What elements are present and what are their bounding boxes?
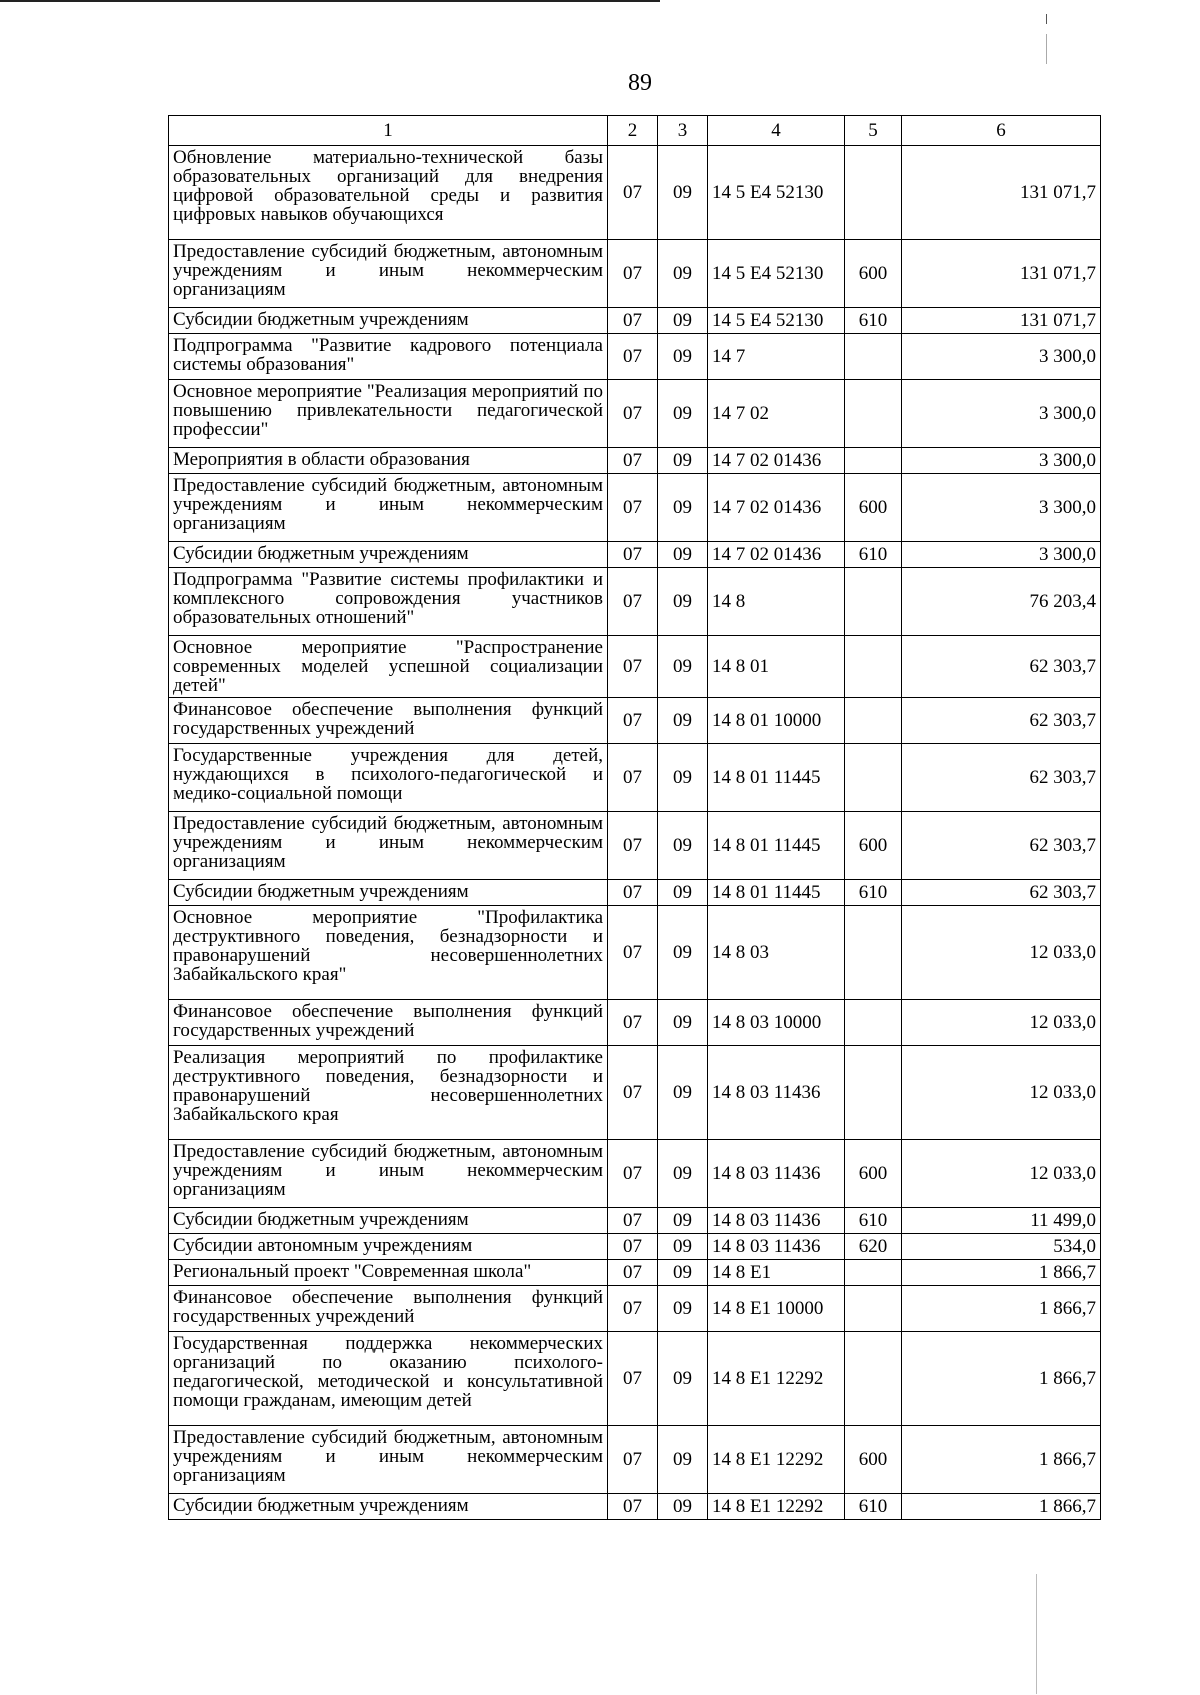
row-amount-cell: 62 303,7 [902, 812, 1101, 880]
row-expense-type-cell: 610 [845, 1208, 902, 1234]
row-section-cell: 07 [608, 146, 658, 240]
row-target-code-cell: 14 7 [708, 334, 845, 380]
row-section-cell: 07 [608, 1426, 658, 1494]
row-section-cell: 07 [608, 380, 658, 448]
row-amount-cell: 3 300,0 [902, 474, 1101, 542]
row-target-code-cell: 14 8 01 11445 [708, 744, 845, 812]
row-section-cell: 07 [608, 240, 658, 308]
row-subsection-cell: 09 [658, 1494, 708, 1520]
row-subsection-cell: 09 [658, 744, 708, 812]
row-amount-cell: 3 300,0 [902, 334, 1101, 380]
table-row [169, 334, 1101, 380]
row-name-cell: Субсидии бюджетным учреждениям [169, 542, 608, 568]
row-target-code-cell: 14 7 02 01436 [708, 542, 845, 568]
header-row [169, 116, 1101, 146]
row-name-cell: Региональный проект "Современная школа" [169, 1260, 608, 1286]
row-expense-type-cell: 610 [845, 308, 902, 334]
row-target-code-cell: 14 8 01 11445 [708, 880, 845, 906]
row-amount-cell: 3 300,0 [902, 380, 1101, 448]
row-expense-type-cell: 600 [845, 1140, 902, 1208]
row-name-cell: Субсидии бюджетным учреждениям [169, 1208, 608, 1234]
row-expense-type-cell [845, 698, 902, 744]
row-expense-type-cell [845, 1046, 902, 1140]
row-name-cell: Субсидии бюджетным учреждениям [169, 880, 608, 906]
row-expense-type-cell [845, 380, 902, 448]
row-amount-cell: 62 303,7 [902, 744, 1101, 812]
table-row [169, 1286, 1101, 1332]
table-row [169, 568, 1101, 636]
row-target-code-cell: 14 5 E4 52130 [708, 308, 845, 334]
row-expense-type-cell: 620 [845, 1234, 902, 1260]
row-section-cell: 07 [608, 1286, 658, 1332]
row-target-code-cell: 14 8 01 10000 [708, 698, 845, 744]
row-subsection-cell: 09 [658, 146, 708, 240]
row-section-cell: 07 [608, 334, 658, 380]
row-expense-type-cell [845, 146, 902, 240]
row-expense-type-cell: 600 [845, 240, 902, 308]
row-subsection-cell: 09 [658, 240, 708, 308]
budget-table [168, 115, 1101, 1520]
row-amount-cell: 1 866,7 [902, 1494, 1101, 1520]
row-target-code-cell: 14 5 E4 52130 [708, 240, 845, 308]
row-subsection-cell: 09 [658, 1234, 708, 1260]
row-name-cell: Предоставление субсидий бюджетным, автономным учреждениям и иным некоммерческим организациям [169, 812, 608, 880]
page-number: 89 [628, 70, 652, 96]
row-subsection-cell: 09 [658, 698, 708, 744]
row-amount-cell: 62 303,7 [902, 698, 1101, 744]
row-target-code-cell: 14 8 01 [708, 636, 845, 698]
row-section-cell: 07 [608, 1332, 658, 1426]
table-row [169, 1494, 1101, 1520]
column-header-subsection: 3 [658, 116, 708, 146]
row-subsection-cell: 09 [658, 474, 708, 542]
row-name-cell: Основное мероприятие "Распространение современных моделей успешной социализации детей" [169, 636, 608, 698]
table-row [169, 698, 1101, 744]
row-target-code-cell: 14 8 03 [708, 906, 845, 1000]
row-section-cell: 07 [608, 1000, 658, 1046]
table-row [169, 1332, 1101, 1426]
row-name-cell: Основное мероприятие "Профилактика деструктивного поведения, безнадзорности и правонарушений несовершеннолетних Забайкальского края" [169, 906, 608, 1000]
row-name-cell: Предоставление субсидий бюджетным, автономным учреждениям и иным некоммерческим организациям [169, 1140, 608, 1208]
row-amount-cell: 3 300,0 [902, 542, 1101, 568]
row-amount-cell: 1 866,7 [902, 1332, 1101, 1426]
column-header-amount: 6 [902, 116, 1101, 146]
row-target-code-cell: 14 8 03 11436 [708, 1140, 845, 1208]
row-section-cell: 07 [608, 1140, 658, 1208]
row-target-code-cell: 14 8 03 11436 [708, 1046, 845, 1140]
table-row [169, 906, 1101, 1000]
row-target-code-cell: 14 7 02 01436 [708, 474, 845, 542]
row-section-cell: 07 [608, 1046, 658, 1140]
row-name-cell: Основное мероприятие "Реализация мероприятий по повышению привлекательности педагогической профессии" [169, 380, 608, 448]
scan-mark [1036, 1574, 1037, 1694]
row-name-cell: Реализация мероприятий по профилактике деструктивного поведения, безнадзорности и правонарушений несовершеннолетних Забайкальского края [169, 1046, 608, 1140]
table-row [169, 380, 1101, 448]
table-row [169, 812, 1101, 880]
row-name-cell: Предоставление субсидий бюджетным, автономным учреждениям и иным некоммерческим организациям [169, 240, 608, 308]
row-section-cell: 07 [608, 698, 658, 744]
row-target-code-cell: 14 7 02 01436 [708, 448, 845, 474]
column-header-target-code: 4 [708, 116, 845, 146]
row-expense-type-cell: 610 [845, 880, 902, 906]
row-name-cell: Обновление материально-технической базы образовательных организаций для внедрения цифровой образовательной среды и развития цифровых навыков обучающихся [169, 146, 608, 240]
table-row [169, 542, 1101, 568]
row-subsection-cell: 09 [658, 1046, 708, 1140]
row-subsection-cell: 09 [658, 636, 708, 698]
row-name-cell: Финансовое обеспечение выполнения функций государственных учреждений [169, 1286, 608, 1332]
row-name-cell: Финансовое обеспечение выполнения функций государственных учреждений [169, 1000, 608, 1046]
row-target-code-cell: 14 8 03 10000 [708, 1000, 845, 1046]
row-subsection-cell: 09 [658, 1140, 708, 1208]
table-row [169, 240, 1101, 308]
row-subsection-cell: 09 [658, 906, 708, 1000]
row-expense-type-cell [845, 448, 902, 474]
row-section-cell: 07 [608, 636, 658, 698]
row-subsection-cell: 09 [658, 448, 708, 474]
row-amount-cell: 11 499,0 [902, 1208, 1101, 1234]
row-amount-cell: 131 071,7 [902, 308, 1101, 334]
row-subsection-cell: 09 [658, 380, 708, 448]
row-subsection-cell: 09 [658, 812, 708, 880]
row-subsection-cell: 09 [658, 334, 708, 380]
row-expense-type-cell [845, 636, 902, 698]
scan-mark [1046, 34, 1047, 64]
row-amount-cell: 3 300,0 [902, 448, 1101, 474]
row-amount-cell: 131 071,7 [902, 146, 1101, 240]
row-name-cell: Субсидии автономным учреждениям [169, 1234, 608, 1260]
row-target-code-cell: 14 8 E1 10000 [708, 1286, 845, 1332]
row-section-cell: 07 [608, 568, 658, 636]
row-subsection-cell: 09 [658, 1332, 708, 1426]
row-amount-cell: 76 203,4 [902, 568, 1101, 636]
row-subsection-cell: 09 [658, 308, 708, 334]
row-target-code-cell: 14 8 [708, 568, 845, 636]
row-section-cell: 07 [608, 1260, 658, 1286]
row-subsection-cell: 09 [658, 1208, 708, 1234]
row-amount-cell: 534,0 [902, 1234, 1101, 1260]
table-row [169, 308, 1101, 334]
row-section-cell: 07 [608, 308, 658, 334]
table-row [169, 448, 1101, 474]
row-section-cell: 07 [608, 474, 658, 542]
row-name-cell: Субсидии бюджетным учреждениям [169, 1494, 608, 1520]
row-expense-type-cell [845, 744, 902, 812]
row-amount-cell: 131 071,7 [902, 240, 1101, 308]
row-section-cell: 07 [608, 448, 658, 474]
row-amount-cell: 12 033,0 [902, 1140, 1101, 1208]
row-expense-type-cell [845, 1260, 902, 1286]
scan-top-edge [0, 0, 660, 2]
row-section-cell: 07 [608, 1234, 658, 1260]
row-subsection-cell: 09 [658, 880, 708, 906]
row-section-cell: 07 [608, 542, 658, 568]
table-row [169, 1426, 1101, 1494]
table-row [169, 1234, 1101, 1260]
row-expense-type-cell: 600 [845, 1426, 902, 1494]
row-expense-type-cell [845, 1000, 902, 1046]
table-row [169, 1000, 1101, 1046]
table-row [169, 636, 1101, 698]
row-subsection-cell: 09 [658, 568, 708, 636]
table-row [169, 1046, 1101, 1140]
row-amount-cell: 62 303,7 [902, 636, 1101, 698]
row-target-code-cell: 14 8 03 11436 [708, 1234, 845, 1260]
table-row [169, 744, 1101, 812]
row-subsection-cell: 09 [658, 542, 708, 568]
row-expense-type-cell [845, 1332, 902, 1426]
row-target-code-cell: 14 5 E4 52130 [708, 146, 845, 240]
scan-mark [1046, 14, 1047, 24]
row-expense-type-cell [845, 906, 902, 1000]
row-section-cell: 07 [608, 880, 658, 906]
row-name-cell: Подпрограмма "Развитие системы профилактики и комплексного сопровождения участников образовательных отношений" [169, 568, 608, 636]
row-amount-cell: 12 033,0 [902, 1046, 1101, 1140]
row-expense-type-cell [845, 334, 902, 380]
row-target-code-cell: 14 8 E1 12292 [708, 1332, 845, 1426]
table-row [169, 1140, 1101, 1208]
table-row [169, 1260, 1101, 1286]
row-subsection-cell: 09 [658, 1286, 708, 1332]
row-target-code-cell: 14 8 01 11445 [708, 812, 845, 880]
row-target-code-cell: 14 7 02 [708, 380, 845, 448]
row-expense-type-cell: 600 [845, 812, 902, 880]
row-amount-cell: 1 866,7 [902, 1426, 1101, 1494]
row-amount-cell: 1 866,7 [902, 1286, 1101, 1332]
column-header-name: 1 [169, 116, 608, 146]
row-target-code-cell: 14 8 E1 12292 [708, 1494, 845, 1520]
row-expense-type-cell [845, 568, 902, 636]
row-name-cell: Государственная поддержка некоммерческих организаций по оказанию психолого-педагогической, методической и консультативной помощи гражданам, имеющим детей [169, 1332, 608, 1426]
row-name-cell: Предоставление субсидий бюджетным, автономным учреждениям и иным некоммерческим организациям [169, 474, 608, 542]
table-row [169, 474, 1101, 542]
table-row [169, 1208, 1101, 1234]
row-name-cell: Субсидии бюджетным учреждениям [169, 308, 608, 334]
table-row [169, 880, 1101, 906]
row-amount-cell: 12 033,0 [902, 1000, 1101, 1046]
row-name-cell: Подпрограмма "Развитие кадрового потенциала системы образования" [169, 334, 608, 380]
row-target-code-cell: 14 8 03 11436 [708, 1208, 845, 1234]
row-expense-type-cell: 610 [845, 1494, 902, 1520]
row-section-cell: 07 [608, 1494, 658, 1520]
row-expense-type-cell: 610 [845, 542, 902, 568]
row-expense-type-cell [845, 1286, 902, 1332]
row-target-code-cell: 14 8 E1 12292 [708, 1426, 845, 1494]
row-target-code-cell: 14 8 E1 [708, 1260, 845, 1286]
row-amount-cell: 12 033,0 [902, 906, 1101, 1000]
row-name-cell: Государственные учреждения для детей, нуждающихся в психолого-педагогической и медико-социальной помощи [169, 744, 608, 812]
row-amount-cell: 62 303,7 [902, 880, 1101, 906]
row-subsection-cell: 09 [658, 1426, 708, 1494]
row-section-cell: 07 [608, 1208, 658, 1234]
column-header-expense-type: 5 [845, 116, 902, 146]
row-name-cell: Финансовое обеспечение выполнения функций государственных учреждений [169, 698, 608, 744]
table-row [169, 146, 1101, 240]
column-header-section: 2 [608, 116, 658, 146]
row-amount-cell: 1 866,7 [902, 1260, 1101, 1286]
row-name-cell: Мероприятия в области образования [169, 448, 608, 474]
row-expense-type-cell: 600 [845, 474, 902, 542]
row-section-cell: 07 [608, 906, 658, 1000]
row-section-cell: 07 [608, 812, 658, 880]
row-section-cell: 07 [608, 744, 658, 812]
row-subsection-cell: 09 [658, 1260, 708, 1286]
row-subsection-cell: 09 [658, 1000, 708, 1046]
row-name-cell: Предоставление субсидий бюджетным, автономным учреждениям и иным некоммерческим организациям [169, 1426, 608, 1494]
